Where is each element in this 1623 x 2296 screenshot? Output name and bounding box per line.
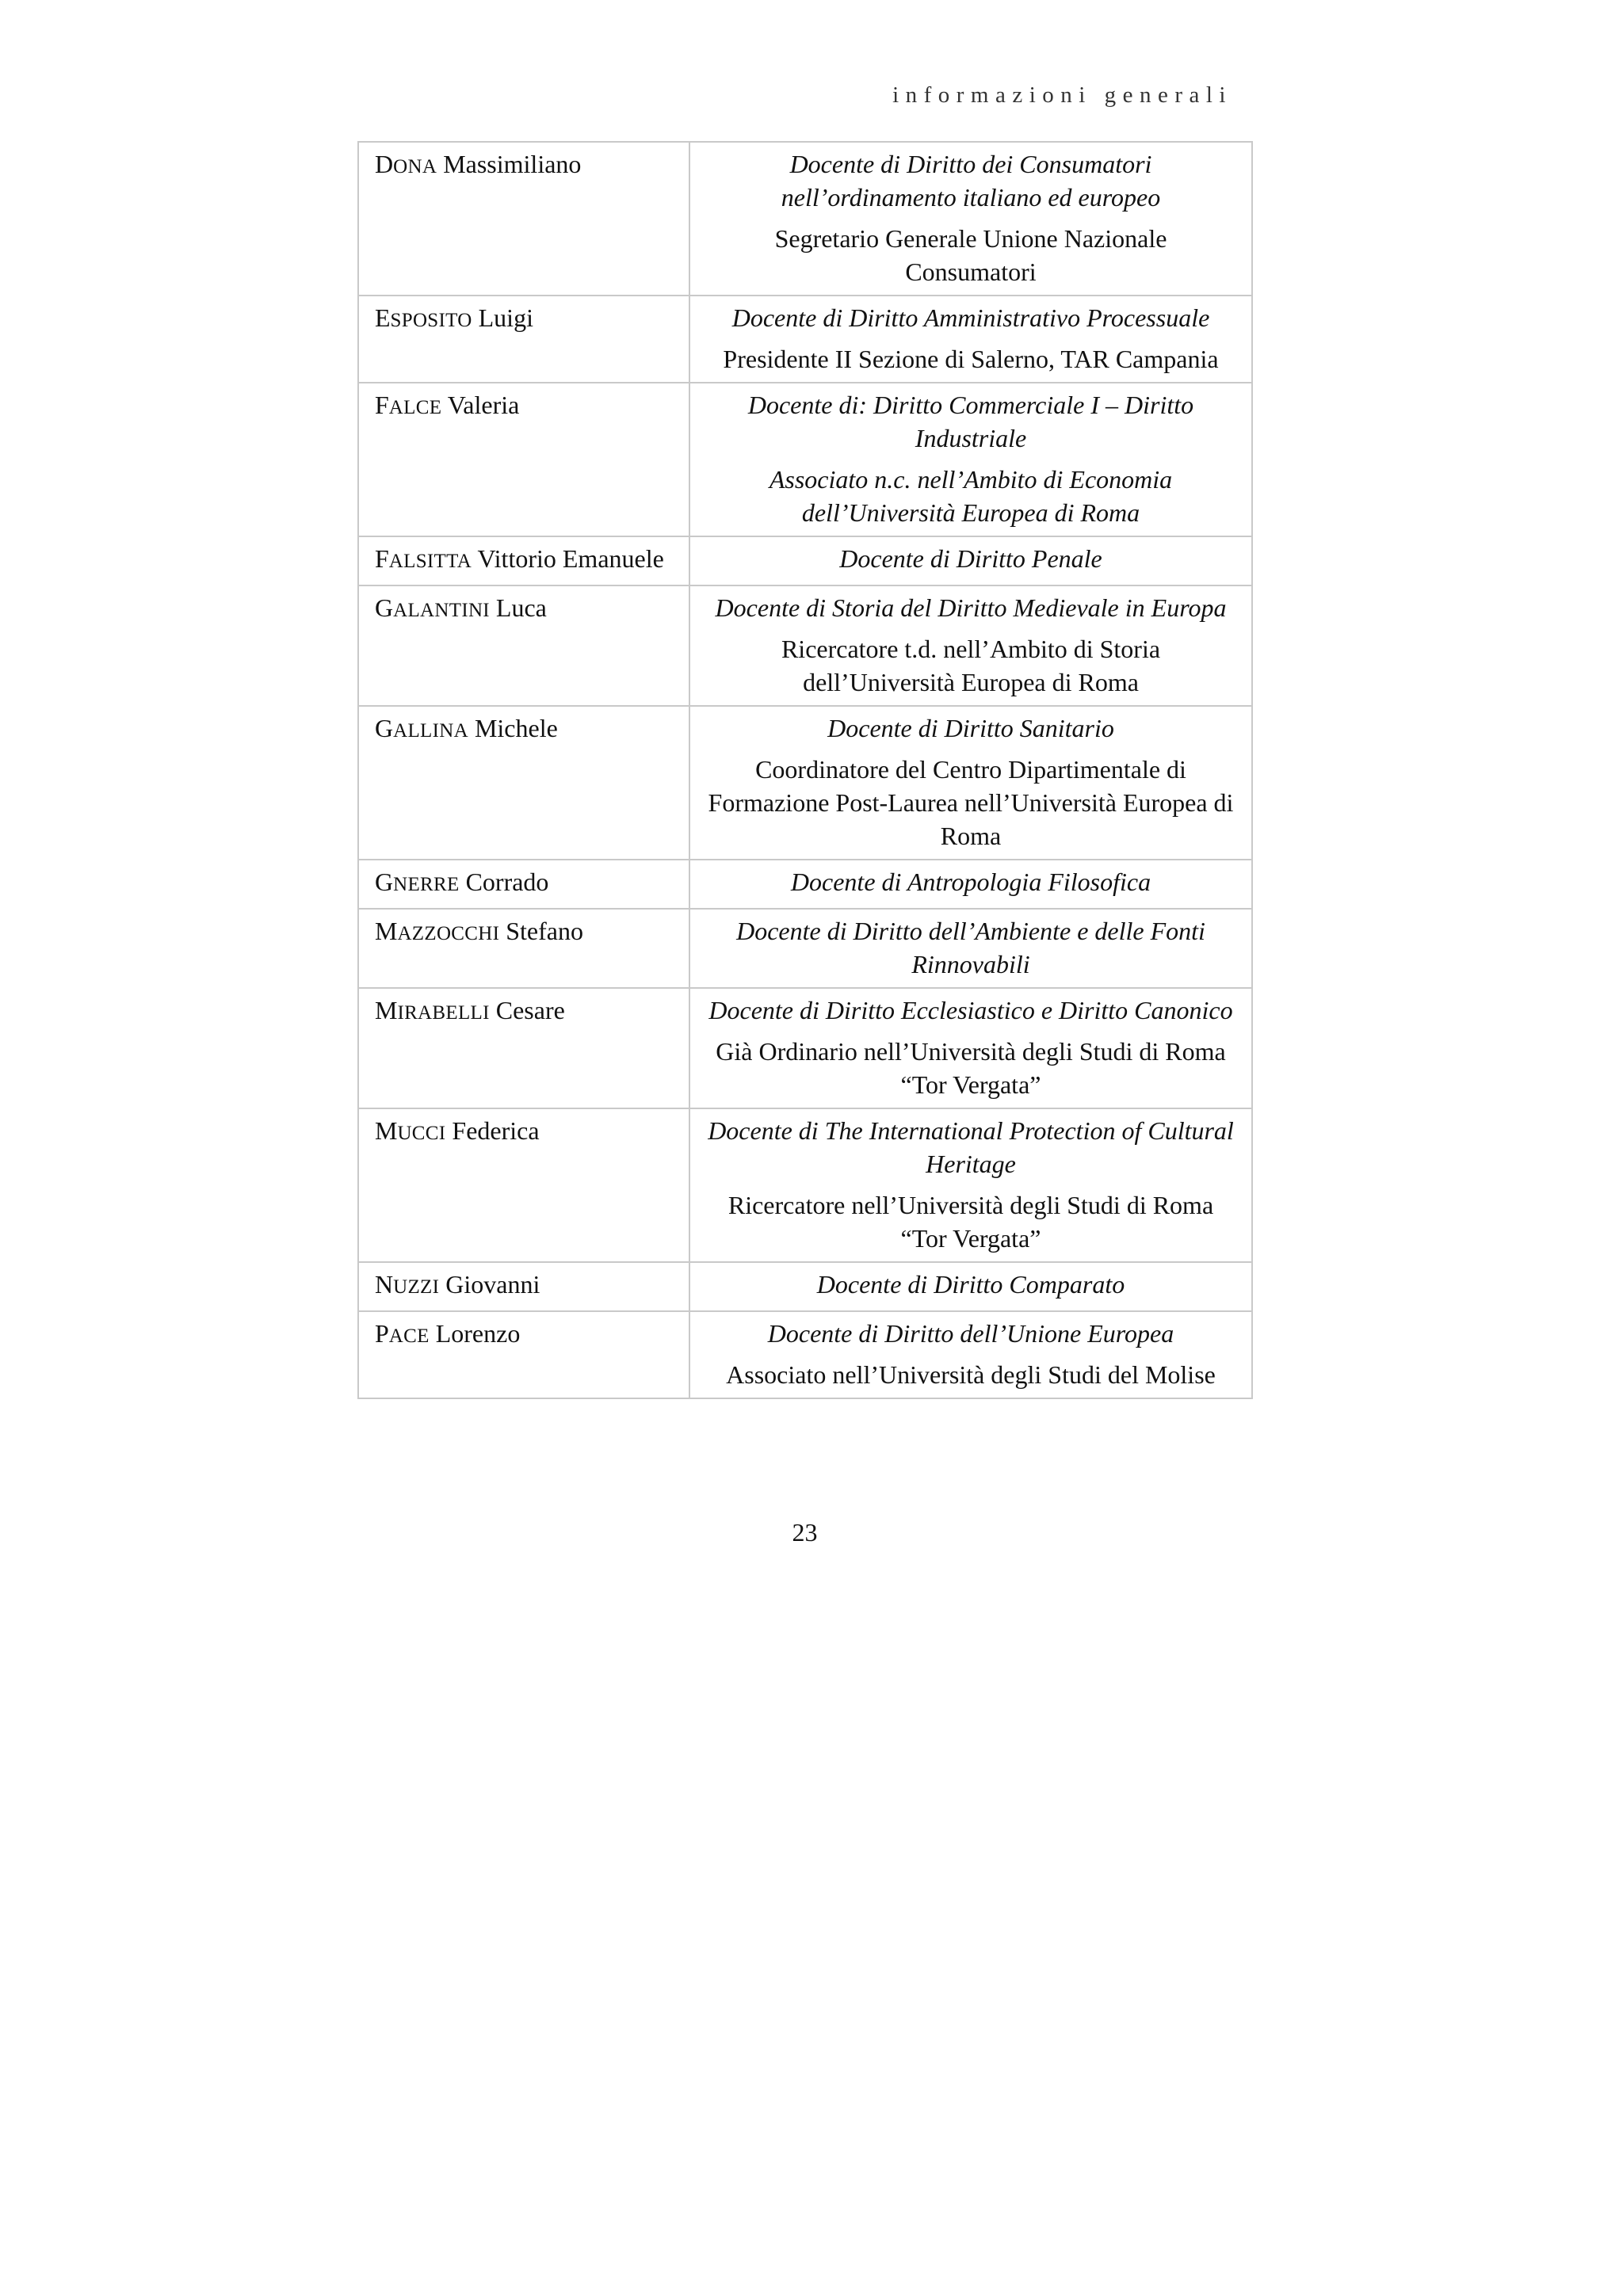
faculty-role-cell [689, 585, 1252, 706]
affiliation: Ricercatore t.d. nell’Ambito di Storia dell’Università Europea di Roma [781, 635, 1161, 696]
given-name: Federica [452, 1116, 540, 1145]
faculty-role-cell [689, 988, 1252, 1108]
course-title: Docente di Diritto dell’Unione Europea [767, 1319, 1174, 1348]
affiliation: Segretario Generale Unione Nazionale Consumatori [774, 224, 1167, 286]
faculty-name-cell [358, 296, 689, 383]
surname-small-caps: ONA [393, 156, 437, 177]
faculty-name-cell [358, 860, 689, 909]
given-name: Luigi [478, 303, 533, 332]
affiliation: Già Ordinario nell’Università degli Studi di Roma “Tor Vergata” [716, 1037, 1226, 1099]
faculty-name-cell [358, 536, 689, 585]
page-number: 23 [792, 1518, 818, 1547]
table-row [358, 383, 1252, 536]
given-name: Valeria [447, 391, 520, 419]
surname-initial: M [375, 996, 398, 1024]
given-name: Giovanni [445, 1270, 540, 1299]
surname-initial: D [375, 150, 394, 178]
surname-initial: G [375, 593, 394, 622]
faculty-role-cell [689, 860, 1252, 909]
course-title: Docente di Diritto Amministrativo Processuale [731, 303, 1210, 332]
course-title: Docente di: Diritto Commerciale I – Diritto Industriale [747, 391, 1194, 452]
table-row [358, 142, 1252, 296]
faculty-name-cell [358, 1311, 689, 1398]
surname-initial: G [375, 714, 394, 742]
faculty-role-cell [689, 383, 1252, 536]
given-name: Massimiliano [443, 150, 582, 178]
table-row [358, 1311, 1252, 1398]
table-row [358, 909, 1252, 988]
faculty-role-cell [689, 909, 1252, 988]
surname-small-caps: NERRE [393, 874, 460, 895]
course-title: Associato n.c. nell’Ambito di Economia dell’Università Europea di Roma [769, 465, 1173, 527]
faculty-role-cell [689, 142, 1252, 296]
table-row [358, 296, 1252, 383]
faculty-role-cell [689, 1262, 1252, 1311]
surname-small-caps: SPOSITO [390, 310, 472, 331]
surname-initial: G [375, 868, 394, 896]
course-title: Docente di Diritto dell’Ambiente e delle Fonti Rinnovabili [736, 917, 1205, 978]
faculty-name-cell [358, 1262, 689, 1311]
running-header: informazioni generali [892, 82, 1232, 108]
surname-small-caps: ACE [388, 1325, 430, 1347]
faculty-name-cell [358, 1108, 689, 1262]
table-row [358, 1262, 1252, 1311]
given-name: Corrado [465, 868, 549, 896]
surname-small-caps: UCCI [397, 1123, 446, 1144]
faculty-role-cell [689, 706, 1252, 860]
faculty-role-cell [689, 1311, 1252, 1398]
affiliation: Presidente II Sezione di Salerno, TAR Campania [723, 345, 1219, 373]
affiliation: Associato nell’Università degli Studi del Molise [726, 1360, 1216, 1389]
course-title: Docente di Antropologia Filosofica [790, 868, 1151, 896]
faculty-table-body [358, 142, 1252, 1398]
surname-small-caps: ALSITTA [388, 551, 472, 572]
table-row [358, 860, 1252, 909]
table-row [358, 706, 1252, 860]
surname-initial: E [375, 303, 391, 332]
faculty-role-cell [689, 296, 1252, 383]
faculty-name-cell [358, 383, 689, 536]
faculty-role-cell [689, 1108, 1252, 1262]
surname-small-caps: UZZI [393, 1276, 440, 1298]
surname-small-caps: IRABELLI [397, 1002, 490, 1024]
surname-small-caps: ALCE [388, 397, 442, 418]
surname-small-caps: AZZOCCHI [397, 923, 500, 944]
surname-initial: M [375, 1116, 398, 1145]
surname-initial: F [375, 544, 389, 573]
table-row [358, 1108, 1252, 1262]
given-name: Lorenzo [435, 1319, 521, 1348]
surname-initial: F [375, 391, 389, 419]
table-row [358, 585, 1252, 706]
course-title: Docente di Storia del Diritto Medievale in Europa [715, 593, 1227, 622]
faculty-name-cell [358, 909, 689, 988]
affiliation: Coordinatore del Centro Dipartimentale di Formazione Post-Laurea nell’Università Europea di Roma [708, 755, 1234, 850]
table-row [358, 536, 1252, 585]
surname-initial: N [375, 1270, 394, 1299]
course-title: Docente di Diritto Sanitario [827, 714, 1114, 742]
given-name: Vittorio Emanuele [477, 544, 664, 573]
course-title: Docente di The International Protection of Cultural Heritage [708, 1116, 1234, 1178]
faculty-role-cell [689, 536, 1252, 585]
given-name: Stefano [506, 917, 583, 945]
given-name: Luca [495, 593, 547, 622]
faculty-name-cell [358, 585, 689, 706]
course-title: Docente di Diritto Comparato [816, 1270, 1125, 1299]
surname-initial: P [375, 1319, 389, 1348]
affiliation: Ricercatore nell’Università degli Studi di Roma “Tor Vergata” [727, 1191, 1214, 1253]
faculty-name-cell [358, 988, 689, 1108]
surname-initial: M [375, 917, 398, 945]
surname-small-caps: ALLINA [393, 720, 468, 742]
surname-small-caps: ALANTINI [393, 600, 490, 621]
faculty-name-cell [358, 706, 689, 860]
faculty-table [357, 141, 1253, 1399]
table-row [358, 988, 1252, 1108]
course-title: Docente di Diritto Ecclesiastico e Diritto Canonico [708, 996, 1233, 1024]
faculty-name-cell [358, 142, 689, 296]
course-title: Docente di Diritto Penale [839, 544, 1102, 573]
given-name: Michele [474, 714, 558, 742]
course-title: Docente di Diritto dei Consumatori nell’ordinamento italiano ed europeo [781, 150, 1161, 212]
given-name: Cesare [495, 996, 565, 1024]
